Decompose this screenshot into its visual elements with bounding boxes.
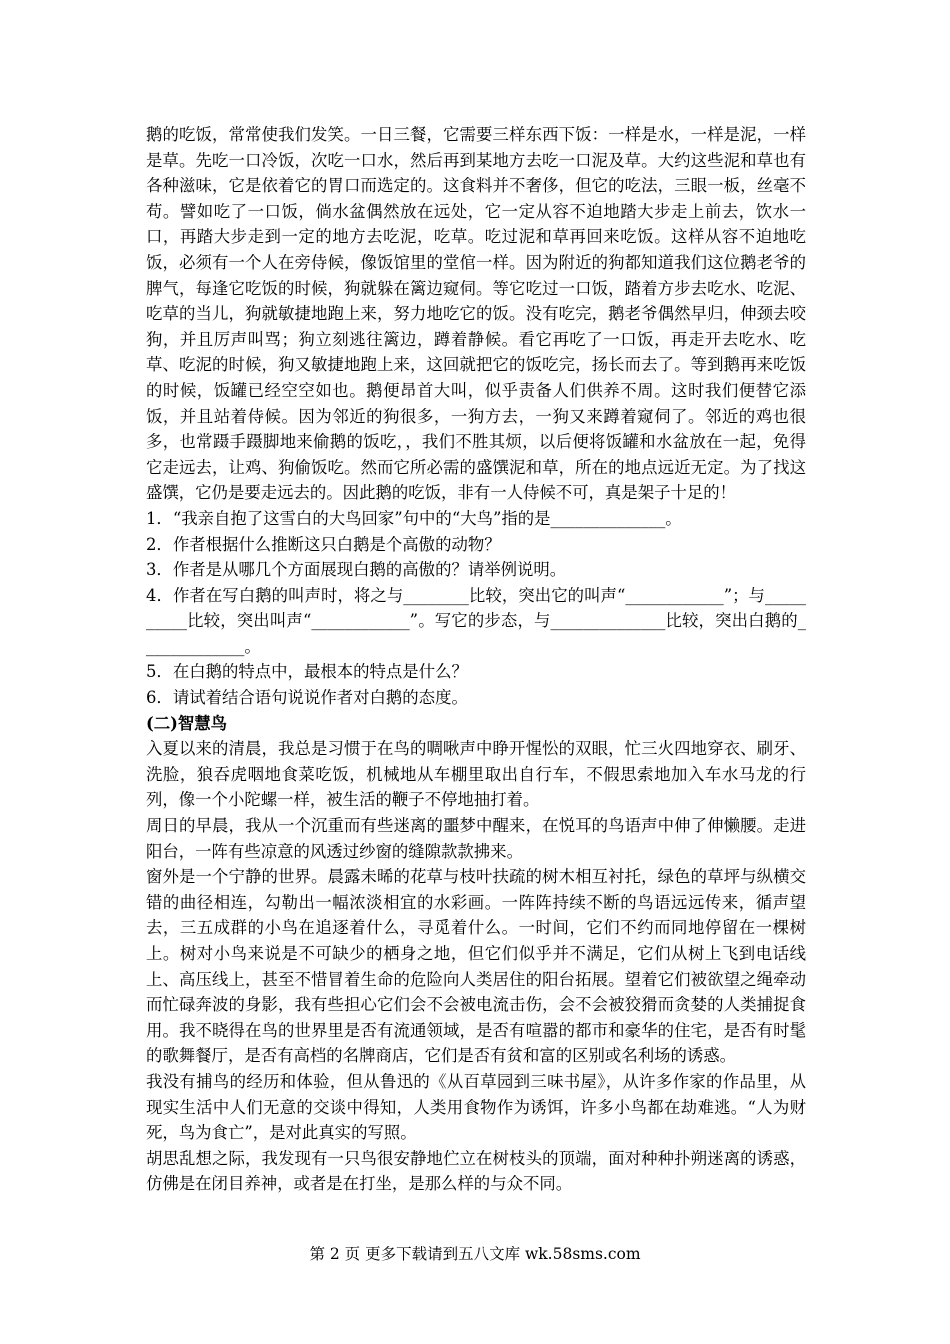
question-6: 6．请试着结合语句说说作者对白鹅的态度。 [146,688,468,708]
section-title: (二)智慧鸟 [146,713,228,733]
passage-goose-eating: 鹅的吃饭，常常使我们发笑。一日三餐，它需要三样东西下饭：一样是水，一样是泥，一样是草。先吃一口冷饭，次吃一口水，然后再到某地方去吃一口泥及草。大约这些泥和草也有各种滋味，它是依着它的胃口而选定的。这食料并不奢侈，但它的吃法，三眼一板，丝毫不苟。譬如吃了一口饭，倘水盆偶然放在远处，它一定从容不迫地踏大步走上前去，饮水一口，再踏大步走到一定的地方去吃泥，吃草。吃过泥和草再回来吃饭。这样从容不迫地吃饭，必须有一个人在旁侍候，像饭馆里的堂倌一样。因为附近的狗都知道我们这位鹅老爷的脾气，每逢它吃饭的时候，狗就躲在篱边窥伺。等它吃过一口饭，踏着方步去吃水、吃泥、吃草的当儿，狗就敏捷地跑上来，努力地吃它的饭。没有吃完，鹅老爷偶然早归，伸颈去咬狗，并且厉声叫骂；狗立刻逃往篱边，蹲着静候。看它再吃了一口饭，再走开去吃水、吃草、吃泥的时候，狗又敏捷地跑上来，这回就把它的饭吃完，扬长而去了。等到鹅再来吃饭的时候，饭罐已经空空如也。鹅便昂首大叫，似乎责备人们供养不周。这时我们便替它添饭，并且站着侍候。因为邻近的狗很多，一狗方去，一狗又来蹲着窥伺了。邻近的鸡也很多，也常蹑手蹑脚地来偷鹅的饭吃，，我们不胜其烦，以后便将饭罐和水盆放在一起，免得它走远去，让鸡、狗偷饭吃。然而它所必需的盛馔泥和草，所在的地点远近无定。为了找这盛馔，它仍是要走远去的。因此鹅的吃饭，非有一人侍候不可，真是架子十足的！ [146,125,806,503]
question-2: 2．作者根据什么推断这只白鹅是个高傲的动物？ [146,534,501,554]
question-1: 1．“我亲自抱了这雪白的大鸟回家”句中的“大鸟”指的是______________。 [146,508,682,528]
question-4: 4．作者在写白鹅的叫声时，将之与________比较，突出它的叫声“____________”；与__________比较，突出叫声“____________”。写它的步态，与______________比较，突出白鹅的_____________。 [146,585,806,656]
document-body [146,122,806,1197]
paragraph-sunday-morning: 周日的早晨，我从一个沉重而有些迷离的噩梦中醒来，在悦耳的鸟语声中伸了伸懒腰。走进阳台，一阵有些凉意的风透过纱窗的缝隙款款拂来。 [146,816,806,861]
passage-wise-bird [146,736,806,1197]
paragraph-bird-catching: 我没有捕鸟的经历和体验，但从鲁迅的《从百草园到三味书屋》，从许多作家的作品里，从现实生活中人们无意的交谈中得知，人类用食物作为诱饵，许多小鸟都在劫难逃。“人为财死，鸟为食亡”，是对此真实的写照。 [146,1071,806,1143]
paragraph-window-world: 窗外是一个宁静的世界。晨露未晞的花草与枝叶扶疏的树木相互衬托，绿色的草坪与纵横交错的曲径相连，勾勒出一幅浓淡相宜的水彩画。一阵阵持续不断的鸟语远远传来，循声望去，三五成群的小鸟在追逐着什么，寻觅着什么。一时间，它们不约而同地停留在一棵树上。树对小鸟来说是不可缺少的栖身之地，但它们似乎并不满足，它们从树上飞到电话线上、高压线上，甚至不惜冒着生命的危险向人类居住的阳台拓展。望着它们被欲望之绳牵动而忙碌奔波的身影，我有些担心它们会不会被电流击伤，会不会被狡猾而贪婪的人类捕捉食用。我不晓得在鸟的世界里是否有流通领域，是否有喧嚣的都市和豪华的住宅，是否有时髦的歌舞餐厅，是否有高档的名牌商店，它们是否有贫和富的区别或名利场的诱惑。 [146,867,806,1066]
question-5: 5．在白鹅的特点中，最根本的特点是什么？ [146,662,468,682]
question-3: 3．作者是从哪几个方面展现白鹅的高傲的？请举例说明。 [146,560,567,580]
question-list [146,506,806,711]
page-footer: 第 2 页 更多下载请到五八文库 wk.58sms.com [309,1245,641,1263]
paragraph-summer-morning: 入夏以来的清晨，我总是习惯于在鸟的啁啾声中睁开惺忪的双眼，忙三火四地穿衣、刷牙、洗脸，狼吞虎咽地食菜吃饭，机械地从车棚里取出自行车，不假思索地加入车水马龙的行列，像一个小陀螺一样，被生活的鞭子不停地抽打着。 [146,739,806,810]
paragraph-quiet-bird: 胡思乱想之际，我发现有一只鸟很安静地伫立在树枝头的顶端，面对种种扑朔迷离的诱惑，仿佛是在闭目养神，或者是在打坐，是那么样的与众不同。 [146,1148,806,1194]
